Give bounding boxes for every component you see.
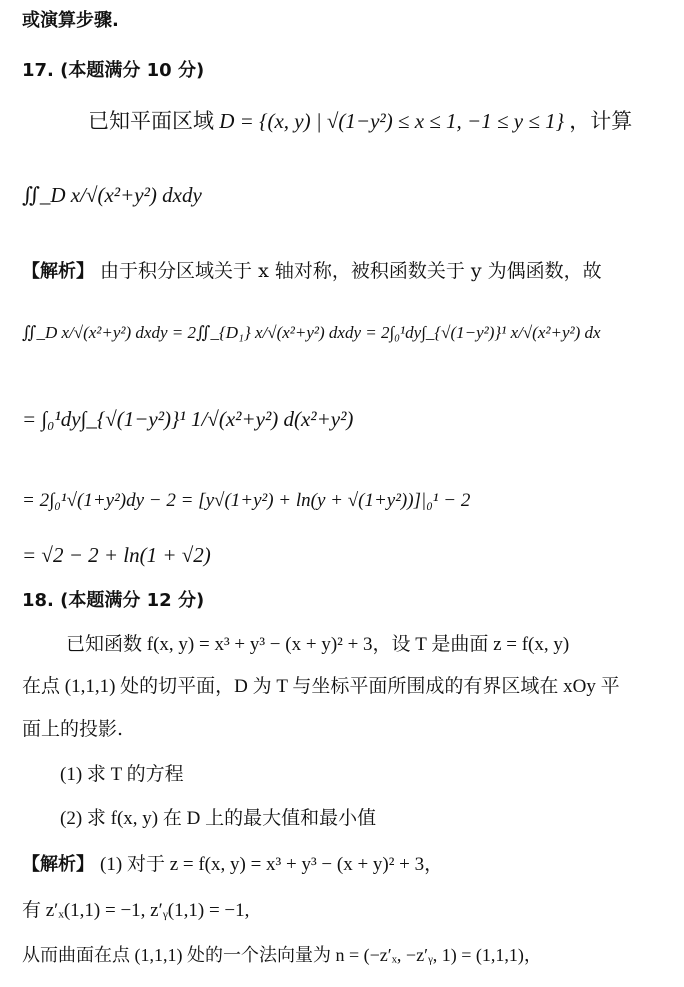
sol17-equation-4: = √2 − 2 + ln(1 + √2): [22, 543, 211, 567]
q17-stem-tail: ，计算: [569, 109, 633, 133]
sol18-text-2: 有 z′ₓ(1,1) = −1, z′ᵧ(1,1) = −1,: [22, 900, 250, 921]
q18-title: 18. (本题满分 12 分): [22, 590, 205, 611]
sol17-intro: [22, 258, 602, 285]
sol18-intro: [22, 850, 443, 880]
q17-integral: ∬_D x/√(x²+y²) dxdy: [22, 183, 202, 207]
sol17-equation-3: = 2∫₀¹√(1+y²)dy − 2 = [y√(1+y²) + ln(y + √(1+y²))]|₀¹ − 2: [22, 490, 471, 511]
sol17-label: 【解析】: [22, 261, 94, 282]
q17-title: 17. (本题满分 10 分): [22, 60, 205, 81]
q17-region-formula: D = {(x, y) | √(1−y²) ≤ x ≤ 1, −1 ≤ y ≤ 1}: [219, 109, 564, 133]
q18-stem-line-2: 在点 (1,1,1) 处的切平面，D 为 T 与坐标平面所围成的有界区域在 xOy 平: [22, 676, 620, 697]
q18-part-2: (2) 求 f(x, y) 在 D 上的最大值和最小值: [60, 808, 377, 829]
sol17-equation-2: = ∫₀¹dy∫_{√(1−y²)}¹ 1/√(x²+y²) d(x²+y²): [22, 407, 354, 431]
q18-stem-line-1: 已知函数 f(x, y) = x³ + y³ − (x + y)² + 3，设 T 是曲面 z = f(x, y): [66, 634, 570, 655]
q18-stem-line-3: 面上的投影.: [22, 718, 124, 740]
sol17-text: 由于积分区域关于 x 轴对称，被积函数关于 y 为偶函数，故: [100, 260, 602, 282]
sol17-equation-1: ∬_D x/√(x²+y²) dxdy = 2∬_{D₁} x/√(x²+y²) dxdy = 2∫₀¹dy∫_{√(1−y²)}¹ x/√(x²+y²) dx: [22, 323, 601, 342]
q17-stem-lead: 已知平面区域: [88, 109, 214, 133]
sol18-text-3: 从而曲面在点 (1,1,1) 处的一个法向量为 n = (−z′ₓ, −z′ᵧ, 1) = (1,1,1)，: [22, 945, 542, 965]
sol18-label: 【解析】: [22, 854, 94, 875]
q18-part-1: (1) 求 T 的方程: [60, 764, 184, 785]
intro-fragment: 或演算步骤.: [22, 10, 119, 31]
q17-stem: [88, 106, 632, 136]
sol18-text-1: (1) 对于 z = f(x, y) = x³ + y³ − (x + y)² + 3，: [100, 854, 444, 875]
